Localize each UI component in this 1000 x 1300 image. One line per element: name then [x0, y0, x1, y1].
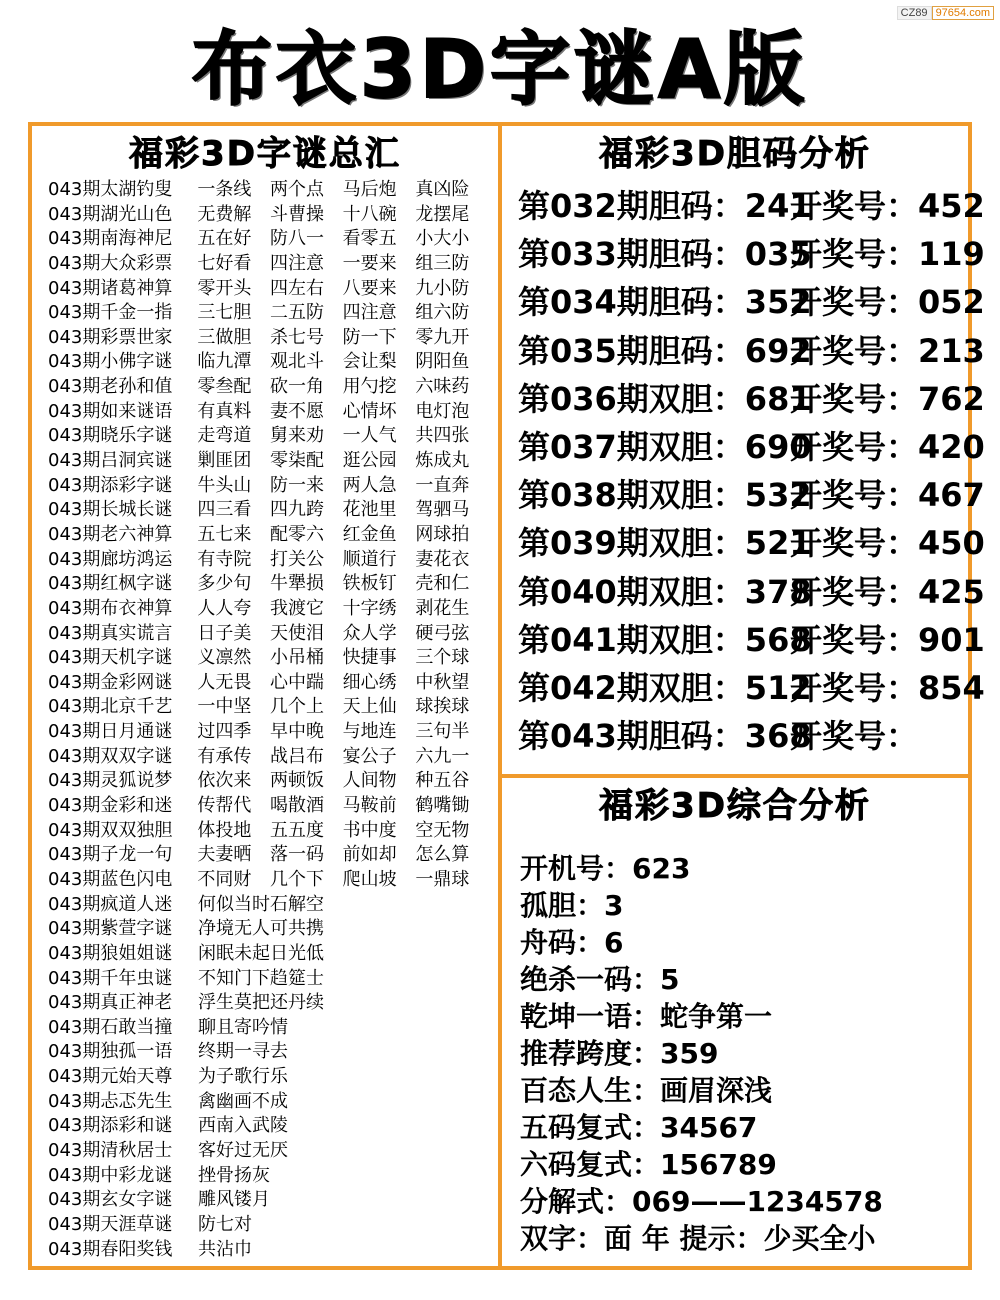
- draw-number: 开奖号：: [790, 717, 919, 756]
- dan-row: [518, 712, 968, 760]
- dan-row: [518, 182, 985, 230]
- combo-item: 百态人生：画眉深浅: [520, 1074, 773, 1107]
- riddle-clue: 爬山坡: [342, 868, 397, 890]
- dan-analysis-title: 福彩3D胆码分析: [599, 134, 871, 174]
- riddle-row: [48, 843, 488, 868]
- riddle-clue: 中秋望: [415, 671, 470, 693]
- dan-code: 第038期双胆：532: [518, 476, 812, 515]
- riddle-clue: 心情坏: [342, 400, 397, 422]
- page-title: 布衣3D字谜A版: [192, 23, 808, 116]
- riddle-source: 043期吕洞宾谜: [48, 450, 173, 472]
- riddle-list: [48, 178, 488, 1262]
- riddle-clue: 零九开: [415, 326, 470, 348]
- riddle-clue: 壳和仁: [415, 573, 470, 595]
- riddle-row: [48, 1188, 488, 1213]
- riddle-clue: 有承传: [197, 745, 252, 767]
- riddle-row: [48, 1114, 488, 1139]
- riddle-clue: 驾驷马: [415, 499, 470, 521]
- riddle-clue: 人无畏: [197, 671, 252, 693]
- riddle-source: 043期清秋居士: [48, 1139, 173, 1161]
- riddle-source: 043期元始天尊: [48, 1066, 173, 1088]
- riddle-clue: 义凛然: [197, 647, 252, 669]
- riddle-source: 043期添彩字谜: [48, 474, 173, 496]
- riddle-source: 043期老孙和值: [48, 376, 173, 398]
- riddle-clue: 真凶险: [415, 179, 470, 200]
- riddle-clue: 防一下: [342, 326, 397, 348]
- dan-list: [518, 182, 985, 760]
- riddle-row: [48, 523, 488, 548]
- riddle-row: [48, 252, 488, 277]
- riddle-clue: 打关公: [270, 548, 324, 570]
- dan-row: [518, 616, 985, 664]
- combo-item: 绝杀一码：5: [520, 963, 680, 996]
- riddle-clue: 战吕布: [270, 745, 324, 767]
- site-watermark: [897, 4, 994, 22]
- riddle-source: 043期如来谜语: [48, 400, 173, 422]
- riddle-row: [48, 350, 488, 375]
- riddle-summary-title: 福彩3D字谜总汇: [129, 134, 401, 174]
- riddle-clue: 一要来: [342, 252, 397, 274]
- draw-number: 开奖号：052: [790, 283, 985, 322]
- riddle-clue: 一人气: [342, 425, 397, 447]
- riddle-clue: 八要来: [342, 277, 397, 299]
- riddle-source: 043期天机字谜: [48, 647, 173, 669]
- riddle-verse: 防七对: [198, 1213, 252, 1235]
- riddle-clue: 牛头山: [197, 474, 252, 496]
- riddle-clue: 夫妻晒: [197, 844, 252, 866]
- riddle-clue: 天上仙: [342, 696, 397, 718]
- dan-row: [518, 568, 985, 616]
- riddle-row: [48, 1040, 488, 1065]
- riddle-clue: 几个下: [270, 868, 324, 890]
- riddle-clue: 五在好: [197, 228, 252, 250]
- riddle-source: 043期紫萱字谜: [48, 918, 173, 940]
- riddle-row: [48, 424, 488, 449]
- riddle-clue: 体投地: [197, 819, 252, 841]
- combo-item: 分解式：069——1234578: [520, 1185, 883, 1218]
- riddle-verse: 闲眠未起日光低: [198, 942, 324, 964]
- riddle-source: 043期南海神尼: [48, 228, 173, 250]
- combo-analysis-title: 福彩3D综合分析: [599, 786, 871, 826]
- riddle-clue: 炼成丸: [415, 450, 470, 472]
- riddle-summary-panel: [28, 122, 502, 1270]
- dan-code: 第032期胆码：241: [518, 187, 812, 225]
- riddle-clue: 空无物: [415, 819, 470, 841]
- riddle-clue: 十字绣: [342, 597, 397, 619]
- riddle-source: 043期天涯草谜: [48, 1213, 173, 1235]
- riddle-row: [48, 1139, 488, 1164]
- riddle-clue: 天使泪: [270, 622, 324, 644]
- dan-row: [518, 375, 985, 423]
- riddle-clue: 一直奔: [415, 474, 470, 496]
- riddle-verse: 不知门下趋筵士: [198, 967, 324, 989]
- riddle-clue: 六九一: [415, 745, 470, 767]
- riddle-row: [48, 991, 488, 1016]
- riddle-verse: 终期一寻去: [198, 1041, 288, 1063]
- riddle-row: [48, 819, 488, 844]
- dan-code: 第039期双胆：521: [518, 524, 812, 563]
- dan-row: [518, 327, 985, 375]
- riddle-row: [48, 227, 488, 252]
- riddle-row: [48, 449, 488, 474]
- riddle-row: [48, 1164, 488, 1189]
- riddle-clue: 组三防: [415, 252, 470, 274]
- riddle-source: 043期金彩网谜: [48, 671, 173, 693]
- dan-row: [518, 423, 985, 471]
- riddle-row: [48, 277, 488, 302]
- riddle-source: 043期小佛字谜: [48, 351, 173, 373]
- draw-number: 开奖号：854: [790, 668, 985, 707]
- riddle-clue: 小吊桶: [270, 647, 324, 669]
- draw-number: 开奖号：901: [790, 620, 985, 659]
- riddle-clue: 三做胆: [197, 326, 252, 348]
- riddle-clue: 逛公园: [342, 450, 397, 472]
- riddle-clue: 砍一角: [270, 376, 324, 398]
- riddle-source: 043期蓝色闪电: [48, 868, 173, 890]
- riddle-row: [48, 695, 488, 720]
- riddle-clue: 十八碗: [342, 203, 397, 225]
- riddle-verse: 何似当时石解空: [198, 893, 324, 915]
- riddle-clue: 共四张: [415, 425, 470, 447]
- riddle-source: 043期春阳奖钱: [48, 1238, 173, 1260]
- riddle-clue: 六味药: [415, 376, 470, 398]
- riddle-source: 043期北京千艺: [48, 696, 173, 718]
- riddle-clue: 临九潭: [197, 351, 252, 373]
- riddle-row: [48, 1016, 488, 1041]
- riddle-source: 043期老六神算: [48, 523, 173, 545]
- riddle-source: 043期独孤一语: [48, 1041, 173, 1063]
- riddle-clue: 与地连: [342, 721, 397, 743]
- riddle-clue: 几个上: [270, 696, 324, 718]
- dan-code: 第036期双胆：681: [518, 379, 812, 418]
- riddle-clue: 顺道行: [342, 548, 397, 570]
- riddle-verse: 净境无人可共携: [198, 918, 324, 940]
- riddle-verse: 雕风镂月: [198, 1189, 270, 1211]
- riddle-row: [48, 597, 488, 622]
- riddle-row: [48, 1213, 488, 1238]
- watermark-prefix: CZ89: [897, 6, 932, 20]
- combo-item: 五码复式：34567: [520, 1111, 758, 1144]
- riddle-clue: 四九跨: [270, 499, 324, 521]
- riddle-clue: 零柒配: [270, 450, 324, 472]
- riddle-clue: 种五谷: [415, 770, 470, 792]
- combo-item: 开机号：623: [520, 852, 691, 885]
- dan-row: [518, 519, 985, 567]
- riddle-verse: 客好过无厌: [198, 1139, 288, 1161]
- riddle-source: 043期千金一指: [48, 302, 173, 324]
- riddle-clue: 四三看: [197, 499, 252, 521]
- dan-row: [518, 230, 985, 278]
- dan-code: 第035期胆码：692: [518, 331, 812, 370]
- riddle-source: 043期日月通谜: [48, 721, 173, 743]
- riddle-clue: 无费解: [197, 203, 252, 225]
- combo-item: 舟码：6: [520, 926, 624, 959]
- riddle-clue: 人间物: [342, 770, 397, 792]
- riddle-source: 043期金彩和迷: [48, 795, 173, 817]
- riddle-clue: 五七来: [197, 523, 252, 545]
- riddle-clue: 两人急: [342, 474, 397, 496]
- riddle-source: 043期双双独胆: [48, 819, 173, 841]
- riddle-verse: 共沾巾: [198, 1238, 252, 1260]
- riddle-row: [48, 646, 488, 671]
- riddle-clue: 组六防: [415, 302, 470, 324]
- dan-analysis-panel: [498, 122, 985, 778]
- riddle-clue: 传帮代: [197, 795, 252, 817]
- riddle-source: 043期布衣神算: [48, 597, 173, 619]
- riddle-row: [48, 1065, 488, 1090]
- combo-analysis-panel: [498, 774, 972, 1270]
- riddle-clue: 观北斗: [270, 351, 324, 373]
- riddle-clue: 零叁配: [197, 376, 252, 398]
- draw-number: 开奖号：452: [790, 187, 985, 225]
- riddle-source: 043期狼姐姐谜: [48, 942, 173, 964]
- riddle-clue: 多少句: [197, 573, 252, 595]
- riddle-clue: 四左右: [270, 277, 324, 299]
- riddle-clue: 九小防: [415, 277, 470, 299]
- draw-number: 开奖号：119: [790, 235, 985, 274]
- combo-item: 孤胆：3: [520, 889, 624, 922]
- riddle-clue: 早中晚: [270, 721, 324, 743]
- riddle-clue: 有寺院: [197, 548, 252, 570]
- riddle-row: [48, 474, 488, 499]
- riddle-row: [48, 942, 488, 967]
- riddle-clue: 杀七号: [270, 326, 324, 348]
- dan-code: 第040期双胆：378: [518, 572, 812, 611]
- riddle-clue: 两个点: [270, 179, 324, 200]
- riddle-clue: 书中度: [342, 819, 397, 841]
- riddle-clue: 用勺挖: [342, 376, 397, 398]
- riddle-clue: 防八一: [270, 228, 324, 250]
- riddle-clue: 日子美: [197, 622, 252, 644]
- riddle-verse: 为子歌行乐: [198, 1066, 288, 1088]
- riddle-clue: 七好看: [197, 252, 252, 274]
- riddle-source: 043期添彩和谜: [48, 1115, 173, 1137]
- riddle-source: 043期诸葛神算: [48, 277, 173, 299]
- riddle-clue: 球挨球: [415, 696, 470, 718]
- riddle-source: 043期红枫字谜: [48, 573, 173, 595]
- riddle-clue: 心中踹: [270, 671, 324, 693]
- riddle-row: [48, 967, 488, 992]
- riddle-source: 043期忐忑先生: [48, 1090, 173, 1112]
- riddle-clue: 会让梨: [342, 351, 397, 373]
- riddle-clue: 两顿饭: [270, 770, 324, 792]
- riddle-row: [48, 622, 488, 647]
- riddle-clue: 龙摆尾: [415, 203, 470, 225]
- riddle-source: 043期疯道人迷: [48, 893, 173, 915]
- riddle-clue: 四注意: [270, 252, 324, 274]
- riddle-clue: 妻不愿: [270, 400, 324, 422]
- riddle-clue: 我渡它: [270, 597, 324, 619]
- dan-code: 第037期双胆：690: [518, 427, 812, 466]
- riddle-source: 043期真实谎言: [48, 622, 173, 644]
- riddle-clue: 花池里: [342, 499, 397, 521]
- riddle-clue: 舅来劝: [270, 425, 324, 447]
- draw-number: 开奖号：762: [790, 379, 985, 418]
- riddle-source: 043期双双字谜: [48, 745, 173, 767]
- riddle-verse: 浮生莫把还丹续: [198, 992, 324, 1014]
- riddle-clue: 一条线: [197, 179, 252, 200]
- riddle-verse: 禽幽画不成: [198, 1090, 288, 1112]
- riddle-clue: 四注意: [342, 302, 397, 324]
- combo-item: 双字：面 年 提示：少买全小: [520, 1222, 876, 1255]
- riddle-clue: 过四季: [197, 721, 252, 743]
- riddle-row: [48, 375, 488, 400]
- dan-code: 第034期胆码：352: [518, 283, 812, 322]
- riddle-source: 043期千年虫谜: [48, 967, 173, 989]
- riddle-row: [48, 400, 488, 425]
- riddle-clue: 马鞍前: [342, 795, 397, 817]
- riddle-source: 043期廊坊鸿运: [48, 548, 173, 570]
- riddle-clue: 小大小: [415, 228, 470, 250]
- riddle-clue: 牛犟损: [270, 573, 324, 595]
- riddle-row: [48, 1090, 488, 1115]
- draw-number: 开奖号：420: [790, 427, 985, 466]
- riddle-clue: 铁板钉: [342, 573, 397, 595]
- watermark-domain: 97654.com: [932, 6, 994, 20]
- riddle-clue: 一鼎球: [415, 868, 470, 890]
- riddle-clue: 看零五: [342, 228, 397, 250]
- riddle-clue: 有真料: [197, 400, 252, 422]
- combo-item: 推荐跨度：359: [520, 1037, 719, 1070]
- riddle-source: 043期中彩龙谜: [48, 1164, 173, 1186]
- riddle-source: 043期长城长谜: [48, 499, 173, 521]
- riddle-clue: 众人学: [342, 622, 397, 644]
- riddle-clue: 怎么算: [415, 844, 470, 866]
- riddle-clue: 剥花生: [415, 597, 470, 619]
- riddle-clue: 妻花衣: [415, 548, 470, 570]
- draw-number: 开奖号：213: [790, 331, 985, 370]
- dan-code: 第043期胆码：368: [518, 717, 812, 756]
- combo-item: 乾坤一语：蛇争第一: [520, 1000, 773, 1033]
- dan-code: 第033期胆码：035: [518, 235, 812, 274]
- riddle-verse: 西南入武陵: [198, 1115, 288, 1137]
- riddle-clue: 不同财: [197, 868, 252, 890]
- riddle-clue: 一中坚: [197, 696, 252, 718]
- riddle-clue: 前如却: [342, 844, 397, 866]
- dan-row: [518, 664, 985, 712]
- riddle-row: [48, 868, 488, 893]
- draw-number: 开奖号：467: [790, 476, 985, 515]
- riddle-row: [48, 893, 488, 918]
- riddle-clue: 三句半: [415, 721, 470, 743]
- riddle-row: [48, 917, 488, 942]
- riddle-clue: 斗曹操: [270, 203, 324, 225]
- riddle-clue: 二五防: [270, 302, 324, 324]
- riddle-source: 043期灵狐说梦: [48, 770, 173, 792]
- riddle-clue: 三七胆: [197, 302, 252, 324]
- riddle-clue: 网球拍: [415, 523, 470, 545]
- riddle-clue: 落一码: [270, 844, 324, 866]
- riddle-row: [48, 178, 488, 203]
- riddle-source: 043期真正神老: [48, 992, 173, 1014]
- riddle-clue: 人人夸: [197, 597, 252, 619]
- riddle-clue: 零开头: [197, 277, 252, 299]
- riddle-clue: 五五度: [270, 819, 324, 841]
- riddle-clue: 鹤嘴锄: [415, 795, 470, 817]
- riddle-row: [48, 1238, 488, 1263]
- riddle-clue: 马后炮: [342, 179, 397, 200]
- riddle-clue: 走弯道: [197, 425, 252, 447]
- riddle-row: [48, 769, 488, 794]
- riddle-clue: 细心绣: [342, 671, 397, 693]
- dan-row: [518, 471, 985, 519]
- riddle-source: 043期玄女字谜: [48, 1189, 173, 1211]
- riddle-clue: 配零六: [270, 523, 324, 545]
- dan-code: 第041期双胆：568: [518, 620, 812, 659]
- riddle-row: [48, 548, 488, 573]
- riddle-clue: 剿匪团: [197, 450, 252, 472]
- riddle-clue: 宴公子: [342, 745, 397, 767]
- riddle-row: [48, 745, 488, 770]
- riddle-verse: 聊且寄吟情: [198, 1016, 288, 1038]
- riddle-source: 043期大众彩票: [48, 252, 173, 274]
- riddle-source: 043期石敢当撞: [48, 1016, 173, 1038]
- riddle-clue: 三个球: [415, 647, 470, 669]
- riddle-clue: 电灯泡: [415, 400, 470, 422]
- riddle-clue: 阴阳鱼: [415, 351, 470, 373]
- draw-number: 开奖号：450: [790, 524, 985, 563]
- riddle-row: [48, 301, 488, 326]
- riddle-clue: 防一来: [270, 474, 324, 496]
- riddle-clue: 喝散酒: [270, 795, 324, 817]
- riddle-row: [48, 720, 488, 745]
- riddle-row: [48, 498, 488, 523]
- riddle-source: 043期子龙一句: [48, 844, 173, 866]
- riddle-row: [48, 326, 488, 351]
- combo-item: 六码复式：156789: [520, 1148, 777, 1181]
- riddle-source: 043期彩票世家: [48, 326, 173, 348]
- riddle-clue: 快捷事: [342, 647, 397, 669]
- combo-list: [520, 850, 970, 1257]
- riddle-verse: 挫骨扬灰: [198, 1164, 270, 1186]
- riddle-source: 043期太湖钓叟: [48, 179, 173, 200]
- draw-number: 开奖号：425: [790, 572, 985, 611]
- riddle-row: [48, 203, 488, 228]
- dan-row: [518, 278, 985, 326]
- riddle-row: [48, 572, 488, 597]
- riddle-row: [48, 794, 488, 819]
- dan-code: 第042期双胆：512: [518, 668, 812, 707]
- riddle-clue: 红金鱼: [342, 523, 397, 545]
- riddle-row: [48, 671, 488, 696]
- riddle-clue: 硬弓弦: [415, 622, 470, 644]
- riddle-source: 043期晓乐字谜: [48, 425, 173, 447]
- riddle-clue: 依次来: [197, 770, 252, 792]
- riddle-source: 043期湖光山色: [48, 203, 173, 225]
